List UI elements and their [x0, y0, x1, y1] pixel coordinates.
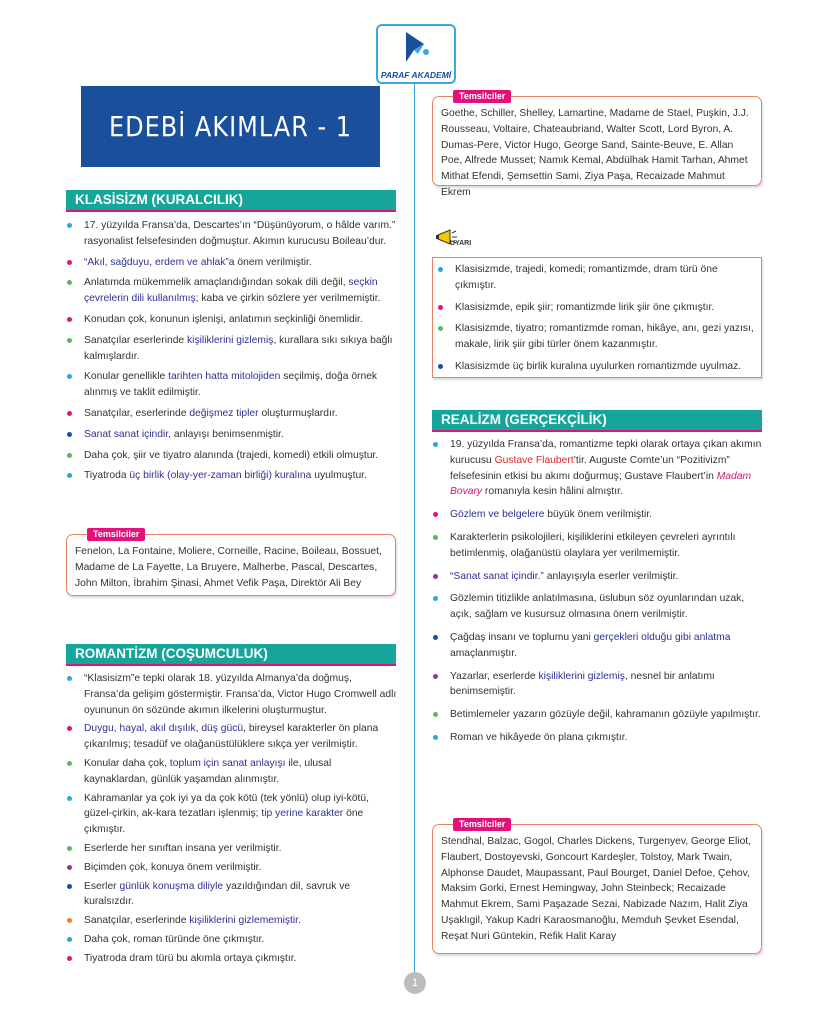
page-title-box: [81, 86, 380, 167]
bullet-text: , kurallara sıkı sıkıya bağlı kalmışlardır.: [84, 334, 393, 362]
bullet-text: Kahramanlar ya çok iyi ya da çok kötü (tek yönlü) olup iyi-kötü, güzel-çirkin, ak-kara tezatları işlenmiş;: [84, 792, 370, 820]
bullet-text: “Akıl, sağduyu, erdem ve ahlak”: [84, 256, 229, 268]
bullet-dot: [438, 364, 443, 369]
bullet-text: Klasisizmde üç birlik kuralına uyulurken romantizmde uyulmaz.: [455, 360, 742, 372]
uyari-list: [436, 262, 758, 375]
realizm-temsilciler-text: Stendhal, Balzac, Gogol, Charles Dickens, Turgenyev, George Eliot, Flaubert, Dostoyevski, Goncourt Kardeşler, Tolstoy, Mark Twain, Alphonse Daudet, Maupassant, Paul Bourget, Daniel Defoe, Çehov, Maksim Gorki, Ernest Hemingway, John Steinbeck; Recaizade Mahmut Ekrem, Sami Paşazade Sezai, Nabizade Nazım, Halit Ziya Uşaklıgil, Yakup Kadri Karaosmanoğlu, Memduh Şevket Esendal, Reşat Nuri Güntekin, Refik Halit Karay: [441, 836, 752, 942]
bullet-dot: [433, 712, 438, 717]
bullet-text: Eserlerde her sınıftan insana yer verilmiştir.: [84, 842, 282, 854]
column-divider: [414, 82, 415, 978]
bullet-text: Daha çok, roman türünde öne çıkmıştır.: [84, 933, 265, 945]
realizm-header: REALİZM (GERÇEKÇİLİK): [432, 410, 762, 430]
bullet-text: “Sanat sanat içindir.”: [450, 570, 544, 582]
bullet-text: ’tir. Auguste Comte’un “Pozitivizm” felsefesinin etkisi bu akımı doğurmuş; Gustave Flaubert’in: [450, 454, 730, 482]
bullet-dot: [438, 267, 443, 272]
romantizm-header: ROMANTİZM (COŞUMCULUK): [66, 644, 396, 664]
romantizm-list: [65, 671, 398, 967]
klasisizm-header-underline: [66, 210, 396, 212]
bullet-dot: [438, 326, 443, 331]
bullet-dot: [433, 735, 438, 740]
paraf-akademi-logo: [376, 24, 456, 84]
bullet-dot: [67, 846, 72, 851]
uyari-list-item: [436, 321, 758, 353]
klasisizm-list-item: [65, 406, 398, 422]
bullet-text: “Klasisizm”e tepki olarak 18. yüzyılda Almanya’da doğmuş, Fransa’da gelişim göstermiştir. Fransa’da, Victor Hugo Cromwell adlı oyununun ön sözünde akımın ilkelerini oluşturmuştur.: [84, 673, 397, 716]
bullet-text: Biçimden çok, konuya önem verilmiştir.: [84, 861, 262, 873]
bullet-text: seçkin çevrelerin dili kullanılmış: [84, 277, 378, 305]
bullet-text: tarihten hatta mitolojiden: [168, 371, 281, 383]
bullet-dot: [67, 280, 72, 285]
uyari-list-item: [436, 262, 758, 294]
bullet-dot: [67, 884, 72, 889]
klasisizm-list-item: [65, 255, 398, 271]
romantizm-list-item: [65, 879, 398, 911]
realizm-list-item: [431, 669, 764, 701]
uyari-list-item: [436, 300, 758, 316]
klasisizm-list-item: [65, 275, 398, 307]
bullet-text: Konular daha çok,: [84, 757, 170, 769]
bullet-dot: [67, 432, 72, 437]
bullet-dot: [67, 937, 72, 942]
bullet-text: anlayışıyla eserler verilmiştir.: [543, 570, 679, 582]
bullet-text: Daha çok, şiir ve tiyatro alanında (trajedi, komedi) etkili olmuştur.: [84, 449, 379, 461]
bullet-dot: [67, 260, 72, 265]
bullet-dot: [67, 796, 72, 801]
bullet-text: oluşturmuşlardır.: [258, 407, 338, 419]
temsilciler-label: Temsilciler: [453, 818, 511, 831]
romantizm-temsilciler-text: Goethe, Schiller, Shelley, Lamartine, Madame de Stael, Puşkin, J.J. Rousseau, Voltaire, Chateaubriand, Walter Scott, Lord Byron, A. Dumas-Pere, Victor Hugo, George Sand, Sainte-Beuve, E. Allan Poe, Alfrede Musset; Namık Kemal, Abdülhak Hamit Tarhan, Ahmet Mithat Efendi, Şemsettin Sami, Ziya Paşa, Recaizade Mahmut Ekrem: [441, 108, 749, 198]
logo-text: PARAF AKADEMİ: [380, 70, 452, 80]
realizm-header-underline: [432, 430, 762, 432]
romantizm-list-item: [65, 932, 398, 948]
paraf-logo-icon: [398, 30, 432, 64]
bullet-text: üç birlik (olay-yer-zaman birliği) kuralına: [129, 470, 312, 482]
uyari-list-item: [436, 359, 758, 375]
bullet-text: Anlatımda mükemmelik amaçlandığından sokak dili değil,: [84, 277, 349, 289]
klasisizm-temsilciler-box: [66, 529, 396, 596]
bullet-text: Çağdaş insanı ve toplumu yani: [450, 631, 594, 643]
bullet-text: Tiyatroda dram türü bu akımla ortaya çıkmıştır.: [84, 952, 297, 964]
bullet-text: , nesnel bir anlatımı benimsemiştir.: [450, 670, 715, 698]
bullet-dot: [433, 535, 438, 540]
bullet-dot: [433, 596, 438, 601]
klasisizm-list-item: [65, 333, 398, 365]
bullet-dot: [67, 956, 72, 961]
bullet-text: romanıyla kesin hâlini almıştır.: [482, 486, 623, 498]
bullet-text: Tiyatroda: [84, 470, 130, 482]
bullet-dot: [433, 574, 438, 579]
realizm-list-item: [431, 530, 764, 562]
uyari-badge: [436, 228, 486, 252]
bullet-text: Klasisizmde, trajedi, komedi; romantizmde, dram türü öne çıkmıştır.: [455, 264, 718, 291]
bullet-text: ile, ulusal kaynaklardan, günlük yaşamdan alınmıştır.: [84, 757, 332, 785]
bullet-text: günlük konuşma diliyle: [119, 880, 224, 892]
bullet-text: Sanatçılar, eserlerinde: [84, 915, 190, 927]
bullet-dot: [67, 676, 72, 681]
bullet-text: Karakterlerin psikolojileri, kişiliklerini etkileyen çevreleri ayrıntılı betimlenmiş, olağanüstü olaylara yer verilmemiştir.: [450, 531, 736, 559]
bullet-text: Yazarlar, eserlerde: [450, 670, 539, 682]
bullet-text: ; kaba ve çirkin sözlere yer verilmemiştir.: [195, 293, 381, 305]
bullet-dot: [433, 512, 438, 517]
bullet-text: tip yerine karakter: [261, 808, 344, 820]
bullet-dot: [433, 635, 438, 640]
bullet-text: değişmez tipler: [189, 407, 259, 419]
page-title: EDEBİ AKIMLAR - 1: [108, 110, 353, 143]
bullet-dot: [67, 374, 72, 379]
bullet-dot: [67, 473, 72, 478]
bullet-text: kişiliklerini gizlememiştir.: [189, 915, 301, 927]
realizm-temsilciler-box: [432, 819, 762, 954]
bullet-text: kişiliklerini gizlemiş: [538, 670, 625, 682]
bullet-text: gerçekleri olduğu gibi anlatma: [593, 631, 731, 643]
bullet-text: Gözlem ve belgelere: [450, 509, 545, 521]
bullet-text: toplum için sanat anlayışı: [169, 757, 286, 769]
klasisizm-list: [65, 218, 398, 484]
realizm-list-item: [431, 569, 764, 585]
romantizm-header-underline: [66, 664, 396, 666]
bullet-text: Gustave Flaubert: [494, 454, 574, 466]
bullet-text: Madam Bovary: [450, 470, 752, 498]
klasisizm-temsilciler-text: Fenelon, La Fontaine, Moliere, Corneille, Racine, Boileau, Bossuet, Madame de La Fayette, La Bruyere, Malherbe, Pascal, Descartes, John Milton, İbrahim Şinasi, Ahmet Vefik Paşa, Direktör Ali Bey: [75, 546, 382, 589]
romantizm-list-item: [65, 841, 398, 857]
bullet-text: yazıldığından dil, savruk ve kuralsızdır.: [84, 880, 351, 908]
bullet-text: Klasisizmde, tiyatro; romantizmde roman, hikâye, anı, gezi yazısı, makale, lirik şiir gibi türler önem kazanmıştır.: [455, 323, 754, 351]
bullet-text: Duygu, hayal, akıl dışılık, düş gücü: [84, 723, 244, 735]
bullet-text: , anlayışı benimsenmiştir.: [168, 428, 284, 440]
bullet-text: Konular genellikle: [84, 371, 169, 383]
klasisizm-list-item: [65, 312, 398, 328]
klasisizm-list-item: [65, 448, 398, 464]
bullet-text: uyulmuştur.: [311, 470, 367, 482]
realizm-list-item: [431, 730, 764, 746]
klasisizm-list-item: [65, 218, 398, 250]
bullet-dot: [67, 918, 72, 923]
bullet-text: seçilmiş, doğa örnek alınmış ve taklit edilmiştir.: [84, 371, 378, 399]
romantizm-list-item: [65, 791, 398, 838]
bullet-text: Sanatçılar eserlerinde: [84, 334, 188, 346]
bullet-dot: [433, 674, 438, 679]
bullet-dot: [67, 453, 72, 458]
bullet-dot: [67, 411, 72, 416]
romantizm-list-item: [65, 951, 398, 967]
bullet-text: kişiliklerini gizlemiş: [187, 334, 274, 346]
bullet-dot: [67, 726, 72, 731]
bullet-text: 19. yüzyılda Fransa’da, romantizme tepki olarak ortaya çıkan akımın kurucusu: [450, 439, 762, 466]
bullet-text: a önem verilmiştir.: [228, 256, 312, 268]
bullet-text: Sanatçılar, eserlerinde: [84, 407, 190, 419]
realizm-list: [431, 437, 764, 746]
bullet-dot: [67, 223, 72, 228]
bullet-text: Eserler: [84, 880, 120, 892]
bullet-text: Sanat sanat içindir: [84, 428, 169, 440]
romantizm-list-item: [65, 756, 398, 788]
bullet-dot: [67, 865, 72, 870]
bullet-text: Roman ve hikâyede ön plana çıkmıştır.: [450, 731, 628, 743]
romantizm-list-item: [65, 913, 398, 929]
realizm-list-item: [431, 507, 764, 523]
temsilciler-label: Temsilciler: [87, 528, 145, 541]
bullet-dot: [67, 761, 72, 766]
bullet-text: öne çıkmıştır.: [84, 808, 364, 836]
uyari-label: UYARI: [450, 240, 472, 247]
romantizm-list-item: [65, 671, 398, 718]
bullet-text: amaçlanmıştır.: [450, 647, 517, 659]
romantizm-list-item: [65, 860, 398, 876]
page-number: 1: [404, 972, 426, 994]
realizm-list-item: [431, 707, 764, 723]
romantizm-list-item: [65, 721, 398, 753]
bullet-text: Konudan çok, konunun işlenişi, anlatımın seçkinliği önemlidir.: [84, 313, 363, 325]
bullet-text: Klasisizmde, epik şiir; romantizmde lirik şiir öne çıkmıştır.: [455, 301, 715, 313]
realizm-list-item: [431, 591, 764, 623]
bullet-text: 17. yüzyılda Fransa’da, Descartes’ın “Düşünüyorum, o hâlde varım.” rasyonalist felsefesinden doğmuştur. Akımın kurucusu Boileau’dur.: [84, 220, 396, 247]
realizm-list-item: [431, 437, 764, 500]
klasisizm-list-item: [65, 427, 398, 443]
bullet-text: Gözlemin titizlikle anlatılmasına, üslubun söz oyunlarından uzak, açık, sağlam ve kusursuz olmasına önem verilmiştir.: [450, 593, 745, 621]
bullet-text: büyük önem verilmiştir.: [544, 509, 653, 521]
bullet-dot: [433, 442, 438, 447]
klasisizm-list-item: [65, 468, 398, 484]
uyari-box: [432, 257, 762, 378]
klasisizm-header: KLASİSİZM (KURALCILIK): [66, 190, 396, 210]
bullet-text: , bireysel karakterler ön plana çıkarılmış; tesadüf ve olağanüstülüklere sıkça yer verilmiştir.: [84, 723, 379, 751]
romantizm-temsilciler-box: [432, 91, 762, 198]
klasisizm-list-item: [65, 369, 398, 401]
temsilciler-label: Temsilciler: [453, 90, 511, 103]
bullet-dot: [438, 305, 443, 310]
bullet-text: Betimlemeler yazarın gözüyle değil, kahramanın gözüyle yapılmıştır.: [450, 709, 761, 721]
bullet-dot: [67, 338, 72, 343]
bullet-dot: [67, 317, 72, 322]
realizm-list-item: [431, 630, 764, 662]
